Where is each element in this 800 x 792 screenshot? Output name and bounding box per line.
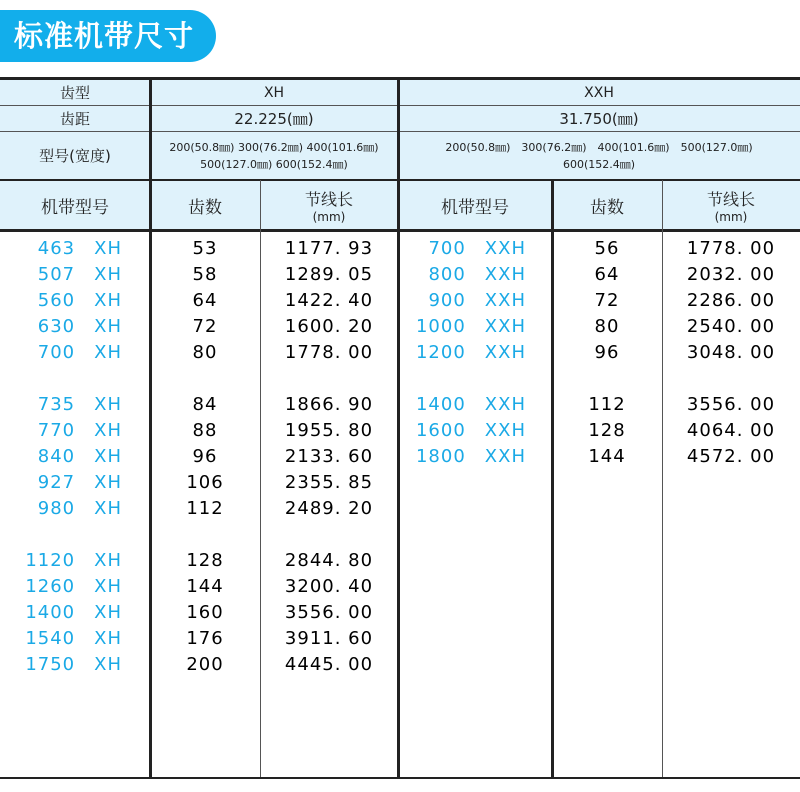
belt-model: 630 XH [37,316,122,337]
tooth-count: 72 [594,290,620,311]
page-title: 标准机带尺寸 [0,10,216,62]
xh-col-length-label: 节线长 [304,189,353,209]
pitch-length: 1778. 00 [686,238,776,259]
belt-model: 1600 XXH [415,420,526,441]
xh-col-length-unit: (mm) [312,209,346,224]
xxh-col-length-unit: (mm) [714,209,748,224]
xh-col-model: 机带型号 [41,197,109,218]
belt-model: 463 XH [37,238,122,259]
pitch-length: 1422. 40 [284,290,374,311]
tooth-count: 72 [192,316,218,337]
tooth-count: 88 [192,420,218,441]
belt-model: 560 XH [37,290,122,311]
belt-model: 1200 XXH [415,342,526,363]
tooth-count: 112 [588,394,626,415]
belt-model: 800 XXH [428,264,526,285]
xxh-widths-line2: 600(152.4㎜) [562,157,636,171]
tooth-count: 64 [594,264,620,285]
tooth-count: 56 [594,238,620,259]
tooth-count: 53 [192,238,218,259]
width-label: 型号(宽度) [39,147,111,165]
xh-widths [150,131,398,180]
belt-model: 700 XXH [428,238,526,259]
pitch-length: 2032. 00 [686,264,776,285]
pitch-length: 4445. 00 [284,654,374,675]
tooth-count: 64 [192,290,218,311]
xxh-col-teeth: 齿数 [590,197,624,218]
pitch-length: 3200. 40 [284,576,374,597]
tooth-count: 96 [594,342,620,363]
pitch-length: 2540. 00 [686,316,776,337]
xxh-pitch: 31.750(㎜) [559,109,639,128]
tooth-type-label: 齿型 [59,84,90,102]
belt-size-table [0,77,800,779]
xh-pitch: 22.225(㎜) [234,109,314,128]
pitch-length: 2355. 85 [284,472,374,493]
pitch-length: 3048. 00 [686,342,776,363]
xxh-type: XXH [584,84,614,101]
belt-model: 927 XH [37,472,122,493]
belt-model: 1800 XXH [415,446,526,467]
tooth-count: 80 [192,342,218,363]
tooth-count: 84 [192,394,218,415]
belt-model: 1400 XH [25,602,122,623]
belt-model: 1750 XH [25,654,122,675]
xxh-col-model: 机带型号 [441,197,509,218]
pitch-length: 1177. 93 [284,238,374,259]
tooth-count: 128 [186,550,224,571]
xh-col-teeth: 齿数 [188,197,222,218]
xxh-widths [398,131,800,180]
xh-widths-line2: 500(127.0㎜) 600(152.4㎜) [200,157,348,171]
pitch-length: 1289. 05 [284,264,374,285]
tooth-count: 112 [186,498,224,519]
belt-model: 900 XXH [428,290,526,311]
belt-model: 770 XH [37,420,122,441]
pitch-length: 3911. 60 [284,628,374,649]
pitch-length: 1778. 00 [284,342,374,363]
xxh-col-length [662,180,800,230]
tooth-count: 144 [588,446,626,467]
tooth-count: 160 [186,602,224,623]
xh-type: XH [263,84,285,101]
tooth-count: 176 [186,628,224,649]
pitch-length: 2489. 20 [284,498,374,519]
tooth-count: 58 [192,264,218,285]
pitch-length: 1955. 80 [284,420,374,441]
belt-model: 840 XH [37,446,122,467]
belt-model: 700 XH [37,342,122,363]
tooth-count: 144 [186,576,224,597]
pitch-length: 3556. 00 [284,602,374,623]
belt-model: 1000 XXH [415,316,526,337]
xxh-widths-line1: 200(50.8㎜) 300(76.2㎜) 400(101.6㎜) 500(127.0㎜) [445,140,753,154]
xxh-col-length-label: 节线长 [706,189,755,209]
belt-model: 1260 XH [25,576,122,597]
pitch-length: 1600. 20 [284,316,374,337]
tooth-count: 106 [186,472,224,493]
pitch-length: 4572. 00 [686,446,776,467]
belt-model: 507 XH [37,264,122,285]
tooth-count: 96 [192,446,218,467]
pitch-length: 4064. 00 [686,420,776,441]
belt-model: 1400 XXH [415,394,526,415]
divider [0,105,800,106]
belt-model: 735 XH [37,394,122,415]
tooth-count: 80 [594,316,620,337]
tooth-count: 128 [588,420,626,441]
pitch-length: 2844. 80 [284,550,374,571]
xh-col-length [260,180,398,230]
divider [0,229,800,232]
tooth-count: 200 [186,654,224,675]
belt-model: 1540 XH [25,628,122,649]
divider [0,131,800,132]
pitch-length: 3556. 00 [686,394,776,415]
pitch-length: 2286. 00 [686,290,776,311]
belt-model: 980 XH [37,498,122,519]
pitch-label: 齿距 [59,109,90,128]
belt-model: 1120 XH [25,550,122,571]
pitch-length: 2133. 60 [284,446,374,467]
divider [0,179,800,181]
xh-widths-line1: 200(50.8㎜) 300(76.2㎜) 400(101.6㎜) [169,140,379,154]
pitch-length: 1866. 90 [284,394,374,415]
